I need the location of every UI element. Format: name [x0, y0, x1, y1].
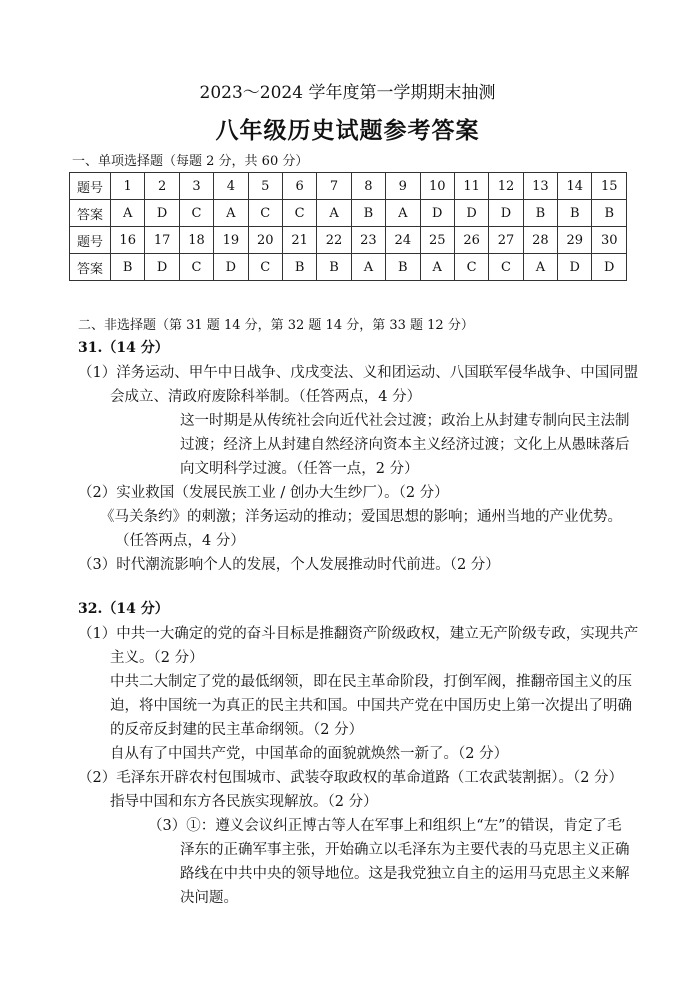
q32-part1-line5: 的反帝反封建的民主革命纲领。（2 分） [110, 722, 364, 738]
answer-cell: B [282, 254, 316, 281]
q32-part1-line4: 迫，将中国统一为真正的民主共和国。中国共产党在中国历史上第一次提出了明确 [110, 698, 632, 714]
question-number-cell: 18 [179, 227, 213, 254]
q31-part1-line2: 会成立、清政府废除科举制。（任答两点，4 分） [110, 389, 422, 405]
question-number-cell: 26 [454, 227, 488, 254]
question-number-row [70, 227, 627, 254]
question-number-cell: 3 [179, 173, 213, 200]
question-number-cell: 8 [351, 173, 385, 200]
exam-title: 2023～2024 学年度第一学期期末抽测 [199, 83, 496, 103]
answer-cell: A [317, 200, 351, 227]
question-number-cell: 25 [420, 227, 454, 254]
question-number-cell: 21 [282, 227, 316, 254]
q32-part3-line4: 决问题。 [180, 890, 238, 906]
answer-cell: B [111, 254, 145, 281]
q31-part1-line5: 向文明科学过渡。（任答一点，2 分） [180, 461, 419, 477]
answer-cell: D [145, 254, 179, 281]
answer-cell: C [248, 254, 282, 281]
q31-part1-line1: （1）洋务运动、甲午中日战争、戊戌变法、义和团运动、八国联军侵华战争、中国同盟 [78, 365, 639, 381]
q31-part3-line1: （3）时代潮流影响个人的发展，个人发展推动时代前进。（2 分） [78, 557, 500, 573]
question-number-cell: 13 [523, 173, 557, 200]
q32-part2-line2: 指导中国和东方各民族实现解放。（2 分） [110, 794, 378, 810]
answer-cell: B [558, 200, 592, 227]
question-number-cell: 19 [214, 227, 248, 254]
q32-part3-line1: （3）①：遵义会议纠正博古等人在军事上和组织上“左”的错误，肯定了毛 [148, 818, 622, 834]
q32-part1-line1: （1）中共一大确定的党的奋斗目标是推翻资产阶级政权，建立无产阶级专政，实现共产 [78, 626, 639, 642]
answer-cell: D [592, 254, 627, 281]
answer-cell: D [489, 200, 523, 227]
answer-row [70, 200, 627, 227]
answer-cell: A [351, 254, 385, 281]
answer-cell: C [489, 254, 523, 281]
q31-heading: 31.（14 分） [78, 340, 169, 356]
question-number-cell: 14 [558, 173, 592, 200]
answer-row-label: 答案 [70, 254, 111, 281]
question-number-cell: 5 [248, 173, 282, 200]
q32-part1-line3: 中共二大制定了党的最低纲领，即在民主革命阶段，打倒军阀，推翻帝国主义的压 [110, 674, 632, 690]
answer-cell: D [145, 200, 179, 227]
answer-cell: C [282, 200, 316, 227]
answer-cell: D [214, 254, 248, 281]
question-number-cell: 2 [145, 173, 179, 200]
question-number-cell: 27 [489, 227, 523, 254]
q31-part1-line3: 这一时期是从传统社会向近代社会过渡；政治上从封建专制向民主法制 [180, 413, 630, 429]
q31-part2-line1: （2）实业救国（发展民族工业 / 创办大生纱厂）。（2 分） [78, 485, 449, 501]
answer-cell: A [386, 200, 420, 227]
section1-heading: 一、单项选择题（每题 2 分，共 60 分） [72, 154, 309, 169]
question-number-cell: 9 [386, 173, 420, 200]
answer-cell: A [420, 254, 454, 281]
q32-part1-line6: 自从有了中国共产党，中国革命的面貌就焕然一新了。（2 分） [110, 746, 509, 762]
question-number-row-label: 题号 [70, 173, 111, 200]
answer-cell: B [317, 254, 351, 281]
answer-cell: B [523, 200, 557, 227]
q31-part2-line3: （任答两点，4 分） [115, 533, 245, 549]
question-number-cell: 30 [592, 227, 627, 254]
question-number-cell: 6 [282, 173, 316, 200]
question-number-cell: 29 [558, 227, 592, 254]
answer-cell: A [111, 200, 145, 227]
q31-part1-line4: 过渡；经济上从封建自然经济向资本主义经济过渡；文化上从愚昧落后 [180, 437, 630, 453]
answer-cell: C [454, 254, 488, 281]
answer-cell: B [592, 200, 627, 227]
q32-heading: 32.（14 分） [78, 601, 169, 617]
question-number-cell: 4 [214, 173, 248, 200]
answer-cell: C [248, 200, 282, 227]
question-number-cell: 16 [111, 227, 145, 254]
answer-key-title: 八年级历史试题参考答案 [215, 117, 480, 144]
question-number-cell: 15 [592, 173, 627, 200]
question-number-cell: 24 [386, 227, 420, 254]
q32-part3-line2: 泽东的正确军事主张，开始确立以毛泽东为主要代表的马克思主义正确 [180, 842, 630, 858]
question-number-cell: 7 [317, 173, 351, 200]
question-number-cell: 22 [317, 227, 351, 254]
answer-cell: A [523, 254, 557, 281]
answer-cell: B [351, 200, 385, 227]
answer-table [69, 172, 627, 281]
answer-cell: A [214, 200, 248, 227]
question-number-cell: 11 [454, 173, 488, 200]
question-number-cell: 20 [248, 227, 282, 254]
question-number-cell: 23 [351, 227, 385, 254]
answer-cell: C [179, 254, 213, 281]
question-number-row [70, 173, 627, 200]
answer-cell: D [454, 200, 488, 227]
answer-row-label: 答案 [70, 200, 111, 227]
answer-cell: C [179, 200, 213, 227]
question-number-cell: 1 [111, 173, 145, 200]
question-number-cell: 12 [489, 173, 523, 200]
answer-cell: D [420, 200, 454, 227]
answer-cell: B [386, 254, 420, 281]
question-number-cell: 28 [523, 227, 557, 254]
q32-part2-line1: （2）毛泽东开辟农村包围城市、武装夺取政权的革命道路（工农武装割据）。（2 分） [78, 770, 624, 786]
question-number-cell: 10 [420, 173, 454, 200]
answer-row [70, 254, 627, 281]
question-number-cell: 17 [145, 227, 179, 254]
section2-heading: 二、非选择题（第 31 题 14 分，第 32 题 14 分，第 33 题 12 分） [78, 318, 474, 333]
answer-cell: D [558, 254, 592, 281]
question-number-row-label: 题号 [70, 227, 111, 254]
q31-part2-line2: 《马关条约》的刺激；洋务运动的推动；爱国思想的影响；通州当地的产业优势。 [100, 509, 622, 525]
q32-part3-line3: 路线在中共中央的领导地位。这是我党独立自主的运用马克思主义来解 [180, 866, 630, 882]
q32-part1-line2: 主义。（2 分） [110, 650, 204, 666]
